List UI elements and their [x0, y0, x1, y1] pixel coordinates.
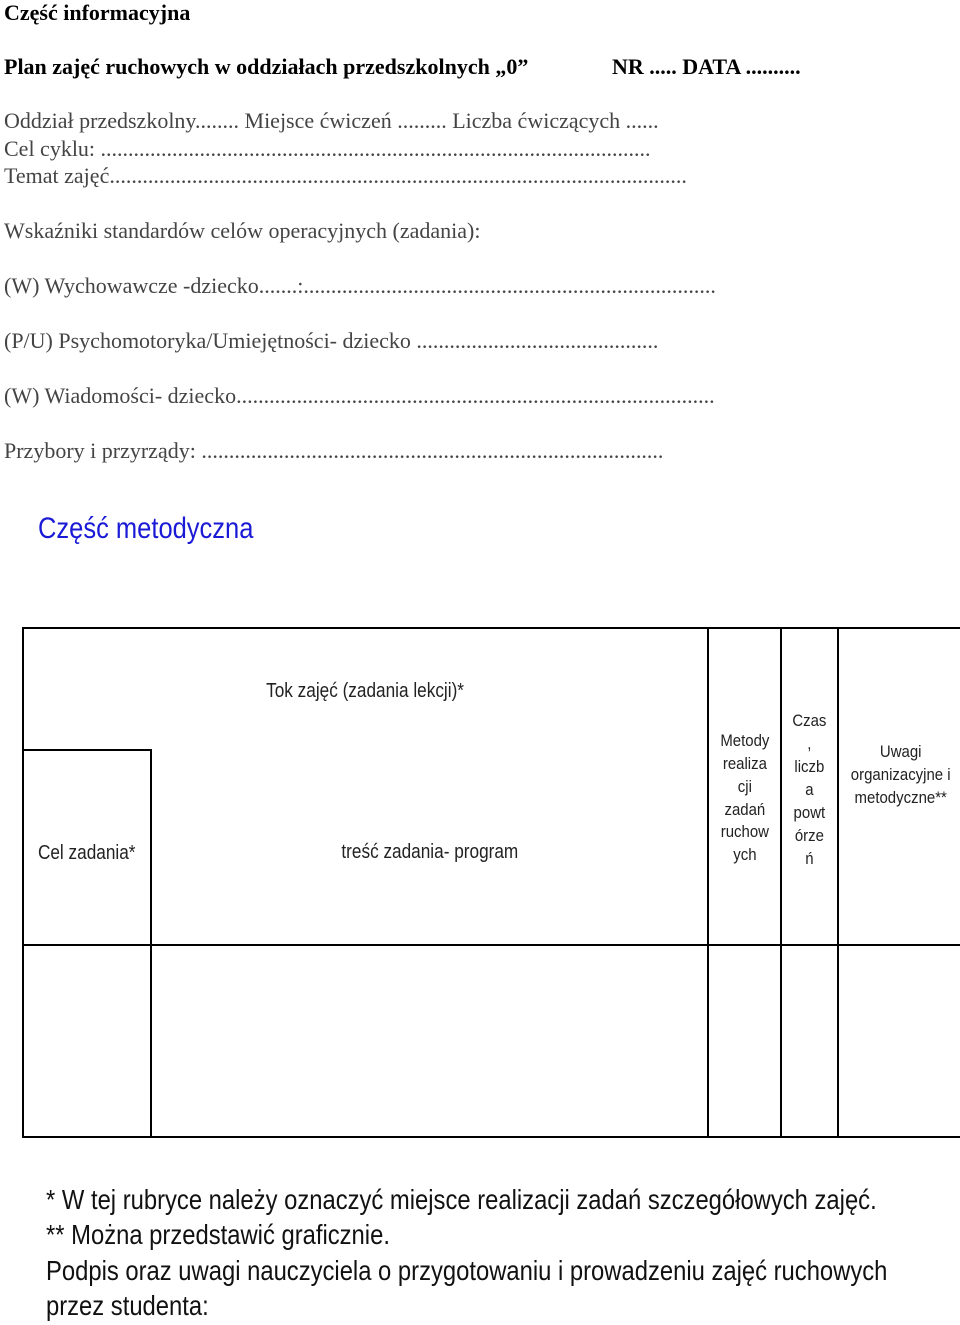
- remarks-cell[interactable]: [838, 945, 960, 1137]
- group-place-count-line: Oddział przedszkolny........ Miejsce ćwiczeń ......... Liczba ćwiczących ......: [4, 108, 659, 133]
- content-header-cell: [151, 750, 708, 945]
- content-cell[interactable]: [151, 945, 708, 1137]
- footnote-2: ** Można przedstawić graficznie.: [46, 1219, 390, 1250]
- remarks-header-cell: [838, 628, 960, 945]
- table-row: [23, 945, 960, 1137]
- lesson-plan-table: [22, 627, 960, 1138]
- methods-cell[interactable]: [708, 945, 781, 1137]
- time-header-cell: [781, 628, 838, 945]
- section-title-info: Część informacyjna: [4, 0, 191, 25]
- tok-header-cell: [23, 628, 708, 750]
- indicators-heading: Wskaźniki standardów celów operacyjnych (zadania):: [4, 218, 481, 243]
- goal-header-label: Cel zadania*: [38, 841, 136, 864]
- footnote-4: przez studenta:: [46, 1290, 209, 1321]
- tok-header-label: Tok zajęć (zadania lekcji)*: [266, 680, 465, 702]
- psychomotor-skills-line: (P/U) Psychomotoryka/Umiejętności- dziecko ............................................: [4, 328, 659, 353]
- methods-header-cell: [708, 628, 781, 945]
- educational-goals-line: (W) Wychowawcze -dziecko.......:...........................................................................: [4, 273, 716, 298]
- goal-header-cell: [23, 750, 151, 945]
- time-header-label: Czas , liczb a powt órze ń: [792, 711, 827, 868]
- content-header-label: treść zadania- program: [341, 841, 518, 863]
- cycle-goal-line: Cel cyklu: ....................................................................................................: [4, 136, 651, 161]
- lesson-topic-line: Temat zajęć.........................................................................................................: [4, 163, 687, 188]
- table-header-row-top: [23, 628, 960, 750]
- methods-header-label: Metody realiza cji zadań ruchow ych: [719, 730, 770, 865]
- equipment-line: Przybory i przyrządy: ....................................................................................: [4, 438, 664, 463]
- goal-cell[interactable]: [23, 945, 151, 1137]
- remarks-header-label: Uwagi organizacyjne i metodyczne**: [850, 742, 951, 807]
- time-cell[interactable]: [781, 945, 838, 1137]
- plan-number-date: NR ..... DATA ..........: [612, 54, 801, 79]
- section-title-method: Część metodyczna: [38, 512, 254, 545]
- footnote-1: * W tej rubryce należy oznaczyć miejsce realizacji zadań szczegółowych zajęć.: [46, 1184, 877, 1215]
- plan-title: Plan zajęć ruchowych w oddziałach przedszkolnych „0”: [4, 54, 529, 79]
- knowledge-line: (W) Wiadomości- dziecko.......................................................................................: [4, 383, 715, 408]
- footnote-3: Podpis oraz uwagi nauczyciela o przygotowaniu i prowadzeniu zajęć ruchowych: [46, 1255, 888, 1286]
